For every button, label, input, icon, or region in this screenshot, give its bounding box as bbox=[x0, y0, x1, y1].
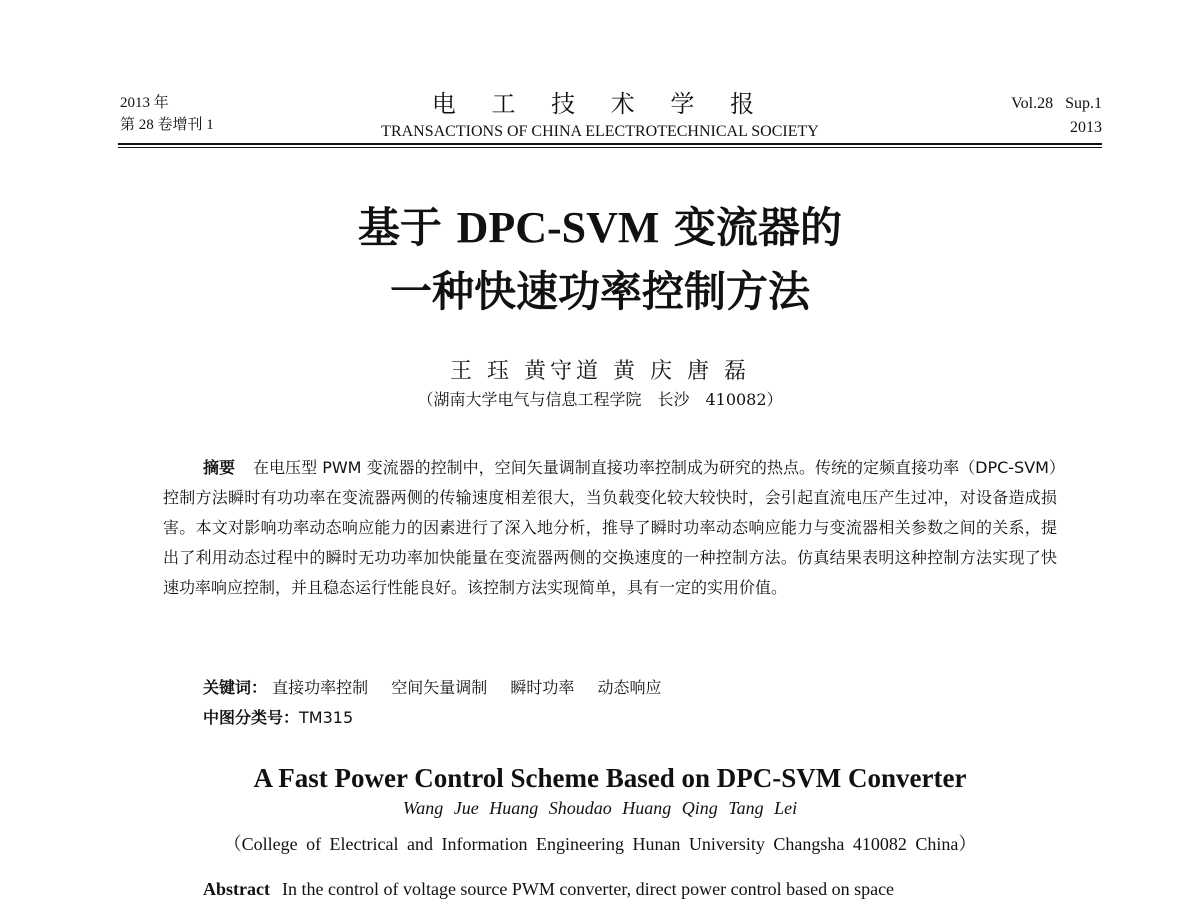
authors-cn: 王 珏 黄守道 黄 庆 唐 磊 bbox=[450, 359, 750, 384]
affiliation-cn: （湖南大学电气与信息工程学院 长沙 410082） bbox=[417, 390, 783, 409]
abstract-en bbox=[163, 874, 1057, 904]
keyword-item: 瞬时功率 bbox=[510, 678, 575, 697]
header-right bbox=[1011, 92, 1102, 140]
clc-label: 中图分类号： bbox=[203, 708, 300, 727]
keyword-item: 空间矢量调制 bbox=[391, 678, 488, 697]
journal-name-en: TRANSACTIONS OF CHINA ELECTROTECHNICAL SOCIETY bbox=[381, 123, 819, 140]
abstract-cn-text: 在电压型 PWM 变流器的控制中，空间矢量调制直接功率控制成为研究的热点。传统的定频直接功率（DPC-SVM）控制方法瞬时有功功率在变流器两侧的传输速度相差很大，当负载变化较大较快时，会引起直流电压产生过冲，对设备造成损害。本文对影响功率动态响应能力的因素进行了深入地分析，推导了瞬时功率动态响应能力与变流器相关参数之间的关系，提出了利用动态过程中的瞬时无功功率加快能量在变流器两侧的交换速度的一种控制方法。仿真结果表明这种控制方法实现了快速功率响应控制，并且稳态运行性能良好。该控制方法实现简单，具有一定的实用价值。 bbox=[163, 458, 1057, 597]
keywords-cn bbox=[203, 673, 661, 703]
title-line-1-latin: DPC-SVM bbox=[456, 203, 660, 252]
clc-number bbox=[203, 703, 353, 733]
keyword-item: 直接功率控制 bbox=[272, 678, 369, 697]
paper-title-cn bbox=[200, 196, 1000, 324]
title-line-2: 一种快速功率控制方法 bbox=[389, 267, 810, 316]
abstract-en-text: In the control of voltage source PWM converter, direct power control based on space bbox=[281, 879, 895, 899]
title-line-1-pre: 基于 bbox=[357, 203, 442, 252]
title-line-1-post: 变流器的 bbox=[674, 203, 843, 252]
authors-en: Wang Jue Huang Shoudao Huang Qing Tang Lei bbox=[402, 798, 798, 818]
paper-title-en: A Fast Power Control Scheme Based on DPC-SVM Converter bbox=[253, 763, 967, 793]
abstract-cn-label: 摘要 bbox=[203, 458, 236, 477]
abstract-cn bbox=[163, 453, 1057, 603]
title-line-1 bbox=[200, 196, 1000, 260]
supplement-number: Sup.1 bbox=[1065, 95, 1102, 112]
keyword-item: 动态响应 bbox=[597, 678, 662, 697]
journal-name-cn: 电 工 技 术 学 报 bbox=[431, 90, 769, 118]
issue-year-cn: 2013 年 bbox=[120, 95, 169, 111]
affiliation-en: （College of Electrical and Information Engineering Hunan University Changsha 410082 China） bbox=[223, 834, 977, 854]
issue-year: 2013 bbox=[1070, 119, 1102, 136]
header-rule-thin bbox=[118, 147, 1102, 148]
issue-volume-cn: 第 28 卷增刊 1 bbox=[120, 117, 214, 133]
abstract-en-label: Abstract bbox=[203, 879, 270, 899]
journal-name bbox=[300, 84, 900, 141]
clc-value: TM315 bbox=[299, 708, 354, 727]
volume-number: Vol.28 bbox=[1011, 95, 1054, 112]
header-left bbox=[120, 92, 214, 136]
keywords-label: 关键词： bbox=[203, 678, 268, 697]
header-rule-thick bbox=[118, 143, 1102, 145]
